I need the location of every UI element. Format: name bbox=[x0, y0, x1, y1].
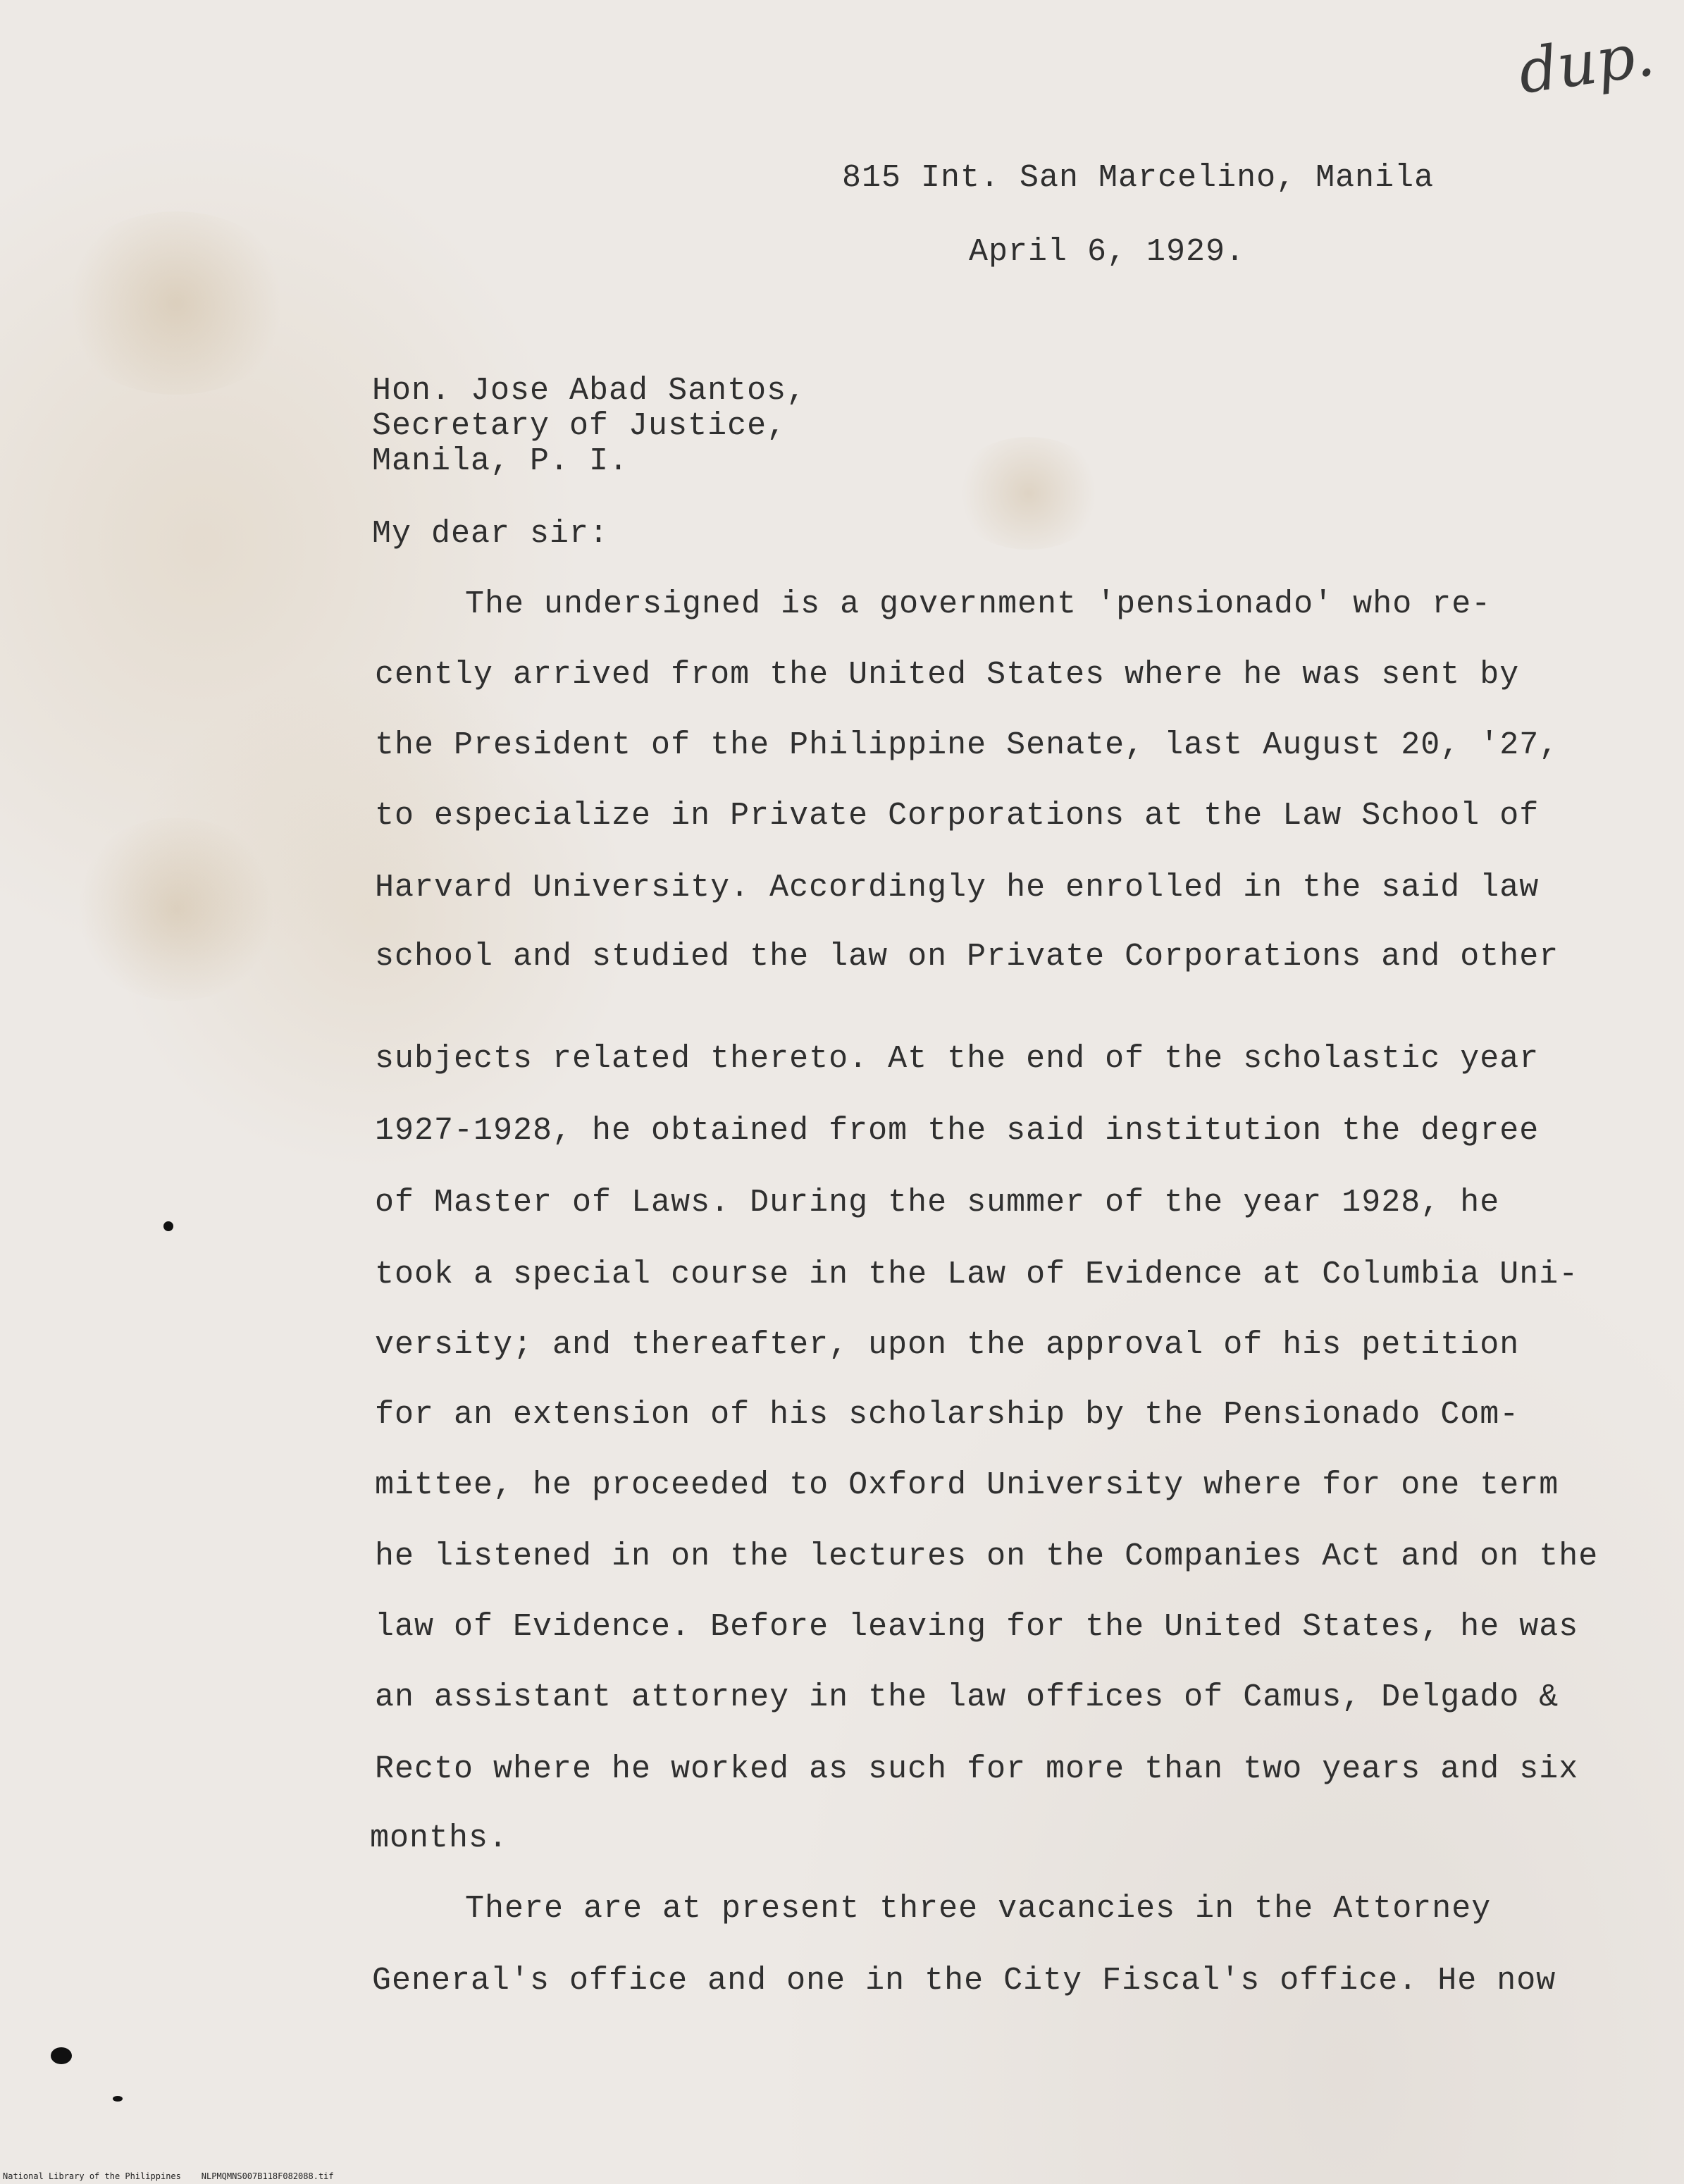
body-line: versity; and thereafter, upon the approval of his petition bbox=[375, 1327, 1520, 1363]
ink-blot bbox=[113, 2096, 123, 2102]
body-line: school and studied the law on Private Corporations and other bbox=[375, 939, 1559, 975]
handwritten-annotation: dup. bbox=[1513, 19, 1659, 108]
recipient-line: Hon. Jose Abad Santos, bbox=[372, 373, 807, 409]
recipient-line: Secretary of Justice, bbox=[372, 408, 787, 444]
body-line: law of Evidence. Before leaving for the United States, he was bbox=[375, 1609, 1579, 1645]
body-line: for an extension of his scholarship by the Pensionado Com- bbox=[375, 1397, 1520, 1433]
recipient-line: Manila, P. I. bbox=[372, 443, 629, 479]
body-line: cently arrived from the United States where he was sent by bbox=[375, 657, 1520, 693]
body-line: mittee, he proceeded to Oxford University where for one term bbox=[375, 1467, 1559, 1503]
body-line: months. bbox=[370, 1820, 509, 1856]
body-line: Recto where he worked as such for more than two years and six bbox=[375, 1751, 1579, 1787]
body-line: subjects related thereto. At the end of the scholastic year bbox=[375, 1041, 1540, 1077]
body-line: he listened in on the lectures on the Companies Act and on the bbox=[375, 1538, 1599, 1574]
body-line: the President of the Philippine Senate, last August 20, '27, bbox=[375, 727, 1559, 763]
letter-date: April 6, 1929. bbox=[969, 234, 1246, 270]
body-line: There are at present three vacancies in the Attorney bbox=[465, 1891, 1492, 1927]
paper-stain bbox=[951, 437, 1106, 550]
paper-stain bbox=[56, 211, 296, 395]
sender-address: 815 Int. San Marcelino, Manila bbox=[842, 160, 1435, 196]
body-line: The undersigned is a government 'pensionado' who re- bbox=[465, 586, 1492, 622]
paper-stain bbox=[70, 818, 282, 1001]
body-line: General's office and one in the City Fiscal's office. He now bbox=[372, 1963, 1556, 1999]
footer-institution: National Library of the Philippines bbox=[3, 2171, 181, 2181]
body-line: 1927-1928, he obtained from the said institution the degree bbox=[375, 1113, 1540, 1149]
ink-blot bbox=[51, 2047, 72, 2064]
ink-blot bbox=[163, 1221, 173, 1231]
body-line: an assistant attorney in the law offices of Camus, Delgado & bbox=[375, 1679, 1559, 1715]
body-line: took a special course in the Law of Evidence at Columbia Uni- bbox=[375, 1257, 1579, 1292]
body-line: Harvard University. Accordingly he enrolled in the said law bbox=[375, 870, 1540, 906]
scan-footer bbox=[3, 2171, 334, 2181]
salutation: My dear sir: bbox=[372, 516, 609, 552]
footer-filename: NLPMQMNS007B118F082088.tif bbox=[201, 2171, 334, 2181]
body-line: of Master of Laws. During the summer of the year 1928, he bbox=[375, 1185, 1500, 1221]
body-line: to especialize in Private Corporations at the Law School of bbox=[375, 798, 1540, 834]
